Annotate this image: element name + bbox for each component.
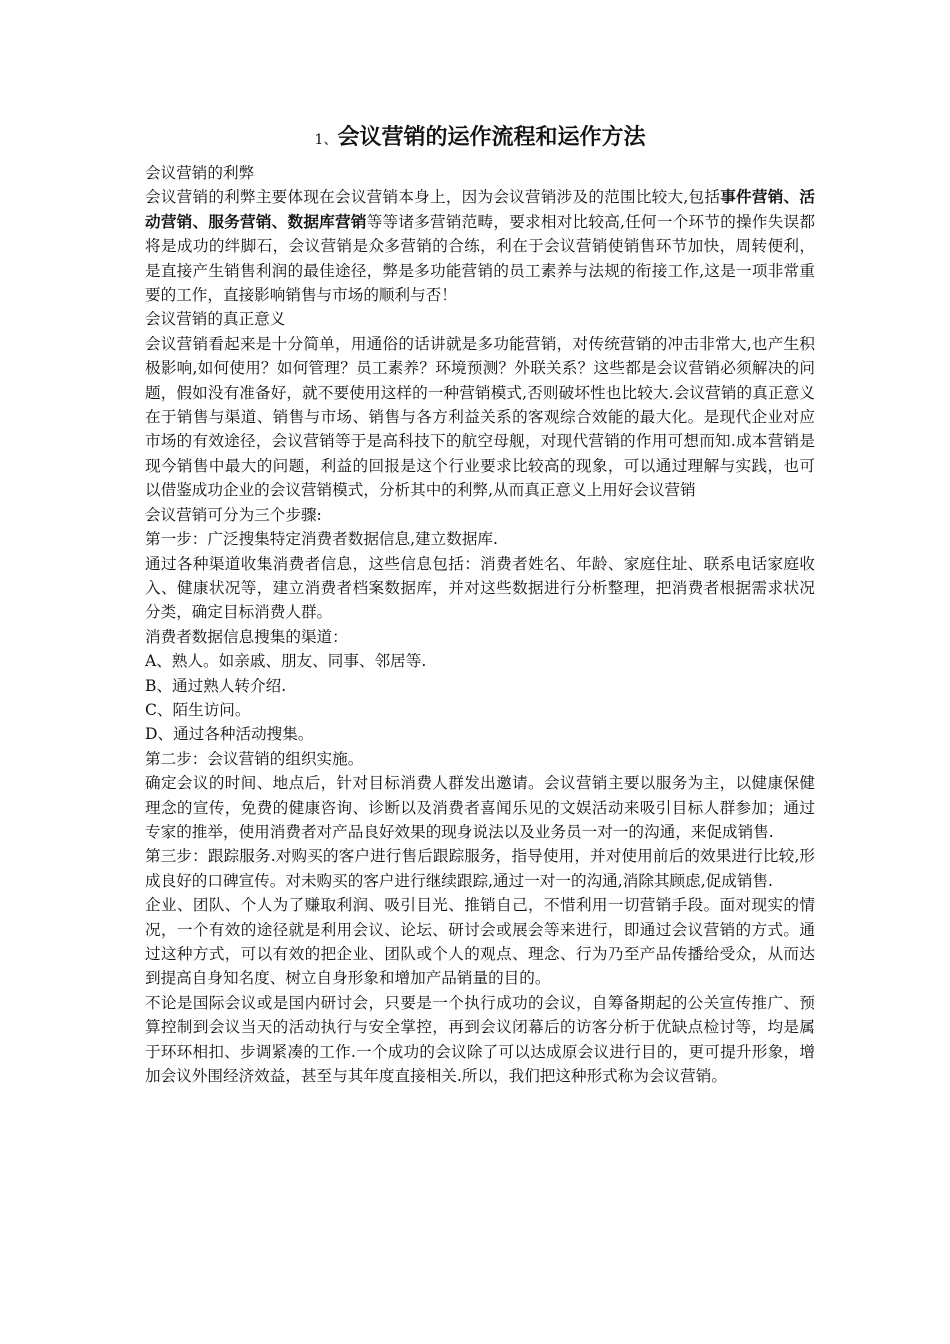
- step-one-paragraph: 通过各种渠道收集消费者信息，这些信息包括：消费者姓名、年龄、家庭住址、联系电话家庭收入、健康状况等，建立消费者档案数据库，并对这些数据进行分析整理，把消费者根据需求状况分类，确定目标消费人群。: [145, 554, 815, 622]
- title-text: 会议营销的运作流程和运作方法: [337, 124, 646, 150]
- title-number: 1、: [314, 132, 338, 148]
- heading-pros-cons: 会议营销的利弊: [145, 164, 255, 182]
- channel-item-d: D、通过各种活动搜集。: [145, 725, 314, 744]
- step-two-heading: 第二步：会议营销的组织实施。: [145, 749, 364, 768]
- step-one-heading: 第一步：广泛搜集特定消费者数据信息,建立数据库.: [145, 530, 498, 549]
- paragraph-pros-cons-part-a: 会议营销的利弊主要体现在会议营销本身上，因为会议营销涉及的范围比较大,包括: [145, 188, 721, 207]
- channel-item-c: C、陌生访问。: [145, 700, 251, 719]
- channel-item-b: B、通过熟人转介绍.: [145, 676, 287, 695]
- paragraph-enterprise: 企业、团队、个人为了赚取利润、吸引目光、推销自己，不惜利用一切营销手段。面对现实的情况，一个有效的途径就是利用会议、论坛、研讨会或展会等来进行，即通过会议营销的方式。通过这种方式，可以有效的把企业、团队或个人的观点、理念、行为乃至产品传播给受众，从而达到提高自身知名度、树立自身形象和增加产品销量的目的。: [145, 896, 815, 988]
- paragraph-conference: 不论是国际会议或是国内研讨会，只要是一个执行成功的会议，自筹备期起的公关宣传推广、预算控制到会议当天的活动执行与安全掌控，再到会议闭幕后的访客分析于优缺点检讨等，均是属于环环相扣、步调紧凑的工作.一个成功的会议除了可以达成原会议进行目的，更可提升形象，增加会议外围经济效益，甚至与其年度直接相关.所以，我们把这种形式称为会议营销。: [145, 993, 815, 1086]
- paragraph-pros-cons-part-c: 等等诸多营销范畴，要求相对比较高,任何一个环节的操作失误都将是成功的绊脚石，会议营销是众多营销的合练，利在于会议营销使销售环节加快，周转便利，是直接产生销售利润的最佳途径，弊是多功能营销的员工素养与法规的衔接工作,这是一项非常重要的工作，直接影响销售与市场的顺利与否！: [145, 212, 815, 305]
- step-three-paragraph: 第三步：跟踪服务.对购买的客户进行售后跟踪服务，指导使用，并对使用前后的效果进行比较,形成良好的口碑宣传。对未购买的客户进行继续跟踪,通过一对一的沟通,消除其顾虑,促成销售.: [145, 847, 815, 890]
- document-body: [145, 122, 815, 1088]
- channel-item-a: A、熟人。如亲戚、朋友、同事、邻居等.: [145, 652, 427, 671]
- document-title: [145, 122, 815, 155]
- paragraph-pros-cons: [145, 185, 815, 307]
- heading-true-meaning: 会议营销的真正意义: [145, 310, 286, 329]
- paragraph-true-meaning: 会议营销看起来是十分简单，用通俗的话讲就是多功能营销，对传统营销的冲击非常大,也产生积极影响,如何使用？如何管理？员工素养？环境预测？外联关系？这些都是会议营销必须解决的问题，假如没有准备好，就不要使用这样的一种营销模式,否则破坏性也比较大.会议营销的真正意义在于销售与渠道、销售与市场、销售与各方利益关系的客观综合效能的最大化。是现代企业对应市场的有效途径，会议营销等于是高科技下的航空母舰，对现代营销的作用可想而知.成本营销是现今销售中最大的问题，利益的回报是这个行业要求比较高的现象，可以通过理解与实践，也可以借鉴成功企业的会议营销模式，分析其中的利弊,从而真正意义上用好会议营销: [145, 334, 815, 500]
- heading-three-steps: 会议营销可分为三个步骤:: [145, 505, 322, 524]
- step-two-paragraph: 确定会议的时间、地点后，针对目标消费人群发出邀请。会议营销主要以服务为主，以健康保健理念的宣传，免费的健康咨询、诊断以及消费者喜闻乐见的文娱活动来吸引目标人群参加；通过专家的推举，使用消费者对产品良好效果的现身说法以及业务员一对一的沟通，来促成销售.: [145, 774, 815, 841]
- paragraph-pros-cons-bold: 事件营销、活动营销、服务营销、数据库营销: [145, 187, 815, 231]
- channels-heading: 消费者数据信息搜集的渠道：: [145, 627, 348, 646]
